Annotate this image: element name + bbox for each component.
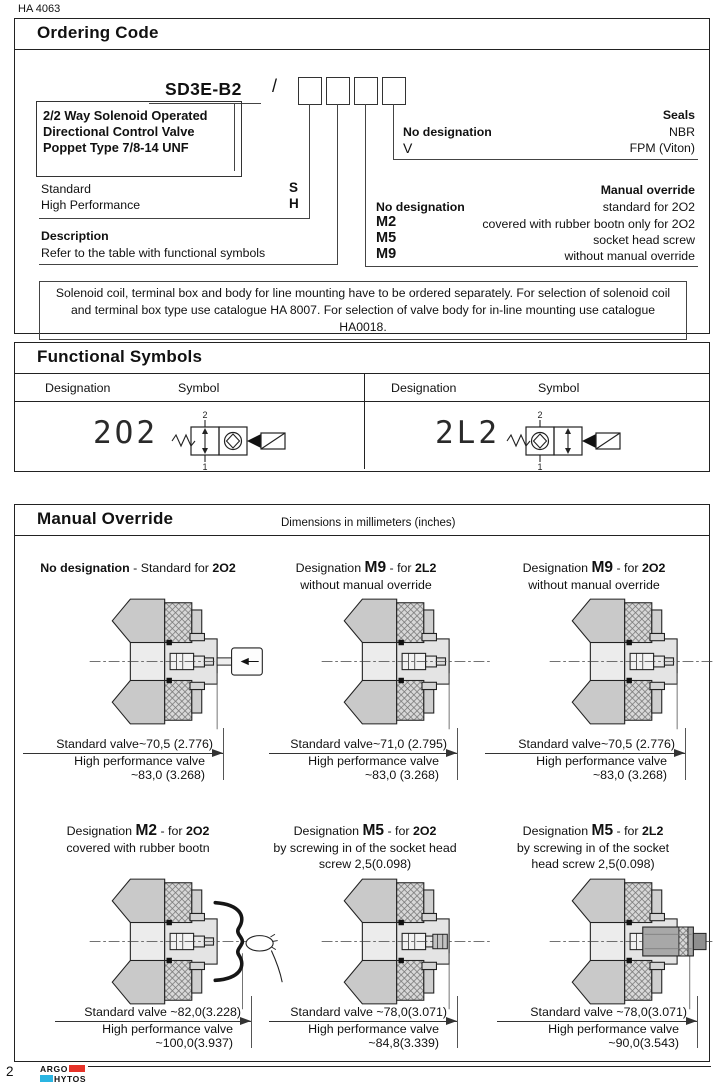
description-underline [39, 264, 338, 265]
panel2-dimensions [269, 737, 457, 782]
dim-hp-value: ~83,0 (3.268) [130, 768, 205, 782]
logo-cyan-block [40, 1075, 53, 1082]
panel3-caption [489, 560, 699, 593]
override-code-1: M2 [376, 214, 397, 230]
dim-hp-value: ~83,0 (3.268) [592, 768, 667, 782]
override-code-0: No designation [376, 200, 465, 214]
performance-code-high: H [289, 196, 299, 211]
order-note: Solenoid coil, terminal box and body for line mounting have to be ordered separately. For selection of solenoid coil and terminal box type use catalogue HA 8007. For selection of valve body for in-line mounting use catalogue HA0018. [39, 281, 687, 340]
dim-hp-label: High performance valve [548, 1022, 679, 1036]
performance-underline [39, 218, 310, 219]
dimension-arrow [23, 753, 223, 754]
valve-drawing-m5-2l2 [509, 871, 713, 1017]
panel4-caption-model: 2O2 [185, 824, 210, 838]
panel1-caption [23, 560, 253, 577]
header-divider [15, 401, 709, 402]
override-value-0: standard for 2O2 [602, 200, 695, 214]
panel5-dimensions [269, 1005, 457, 1050]
panel6-caption-model: 2L2 [642, 824, 664, 838]
performance-label-standard: Standard [41, 182, 91, 196]
panel5-caption-mid: - for [384, 824, 413, 838]
functional-symbols-title: Functional Symbols [37, 347, 203, 366]
dim-standard: Standard valve~71,0 (2.795) [290, 737, 447, 751]
override-title: Manual override [600, 183, 695, 197]
svg-text:1: 1 [537, 462, 543, 471]
dim-hp-value: ~83,0 (3.268) [364, 768, 439, 782]
logo-red-block [69, 1065, 85, 1072]
product-line-2: Directional Control Valve [43, 124, 195, 139]
seals-title: Seals [662, 108, 695, 122]
valve-drawing-m5-2o2 [281, 871, 516, 1017]
col-header-symbol-right: Symbol [538, 381, 580, 395]
override-value-3: without manual override [564, 249, 695, 263]
code-box-3 [354, 77, 378, 105]
footer-rule [88, 1066, 711, 1067]
title-divider [15, 373, 709, 374]
panel2-caption-mid: - for [386, 561, 415, 575]
panel2-caption [261, 560, 471, 593]
product-line-1: 2/2 Way Solenoid Operated [43, 108, 208, 123]
logo-argo-text: ARGO [40, 1064, 68, 1074]
dim-hp-label: High performance valve [308, 1022, 439, 1036]
dimension-arrow [269, 1021, 457, 1022]
panel5-caption-sub1: by screwing in of the socket head [273, 840, 457, 855]
panel4-caption [23, 823, 253, 856]
code-box-1 [298, 77, 322, 105]
panel6-caption-pre: Designation [522, 824, 592, 838]
col-header-symbol-left: Symbol [178, 381, 220, 395]
panel4-dimensions [55, 1005, 251, 1050]
ordering-code-title: Ordering Code [37, 23, 159, 42]
designation-2l2: 2L2 [435, 415, 500, 451]
argo-hytos-logo [40, 1064, 86, 1083]
performance-code-standard: S [289, 180, 299, 195]
panel4-caption-code: M2 [135, 822, 158, 839]
seals-code-v: V [403, 140, 413, 156]
seals-underline [393, 159, 698, 160]
panel1-caption-mid: - Standard for [129, 561, 213, 575]
page-number: 2 [6, 1064, 14, 1079]
svg-text:2: 2 [537, 410, 543, 420]
dimension-arrow [269, 753, 457, 754]
title-divider [15, 535, 709, 536]
dim-hp-label: High performance valve [308, 754, 439, 768]
panel6-caption-sub1: by screwing in of the socket [516, 840, 670, 855]
manual-override-title: Manual Override [37, 509, 174, 528]
dimension-arrow [485, 753, 685, 754]
dim-hp-value: ~90,0(3.543) [608, 1036, 679, 1050]
logo-hytos-text: HYTOS [54, 1074, 87, 1084]
col-header-designation-right: Designation [391, 381, 457, 395]
manual-override-section [14, 504, 710, 1062]
doc-number: HA 4063 [18, 3, 61, 15]
panel1-caption-model: 2O2 [212, 561, 236, 575]
dim-standard: Standard valve~70,5 (2.776) [518, 737, 675, 751]
dim-hp-value: ~100,0(3.937) [155, 1036, 233, 1050]
valve-drawing-m2-2o2 [49, 871, 284, 1017]
override-value-1: covered with rubber bootn only for 2O2 [482, 217, 695, 231]
ordering-code-section [14, 18, 710, 334]
panel4-caption-pre: Designation [66, 824, 136, 838]
panel6-caption-sub2: head screw 2,5(0.098) [531, 857, 655, 871]
panel5-caption-pre: Designation [293, 824, 363, 838]
code-box-2 [326, 77, 350, 105]
col-header-designation-left: Designation [45, 381, 111, 395]
model-code: SD3E-B2 [165, 79, 242, 99]
panel6-caption-code: M5 [591, 822, 614, 839]
column-divider [364, 373, 365, 469]
designation-2o2: 2O2 [93, 415, 158, 451]
panel5-caption-sub2: screw 2,5(0.098) [318, 857, 412, 871]
product-box [36, 101, 242, 177]
description-text: Refer to the table with functional symbols [41, 246, 266, 260]
title-divider [15, 49, 709, 50]
solenoid-arrow-icon [582, 434, 596, 448]
dim-standard: Standard valve ~78,0(3.071) [290, 1005, 447, 1019]
dim-standard: Standard valve ~78,0(3.071) [530, 1005, 687, 1019]
panel6-caption [483, 823, 703, 873]
valve-drawing-m9-2o2 [509, 591, 713, 737]
panel3-dimensions [485, 737, 685, 782]
performance-label-high: High Performance [41, 198, 141, 212]
functional-symbols-section [14, 342, 710, 472]
panel3-caption-code: M9 [591, 559, 614, 576]
panel2-caption-pre: Designation [295, 561, 365, 575]
code-box-4 [382, 77, 406, 105]
dimension-arrow [497, 1021, 697, 1022]
dim-hp-label: High performance valve [102, 1022, 233, 1036]
svg-text:1: 1 [202, 462, 208, 471]
dim-hp-label: High performance valve [536, 754, 667, 768]
product-line-3: Poppet Type 7/8-14 UNF [43, 140, 189, 155]
dim-standard: Standard valve~70,5 (2.776) [56, 737, 213, 751]
hydraulic-symbol-2o2 [158, 407, 298, 471]
connector-box2 [337, 104, 338, 264]
connector-box1 [309, 104, 310, 218]
dimension-arrow [55, 1021, 251, 1022]
valve-drawing-standard-2o2 [49, 591, 284, 737]
panel5-caption-code: M5 [362, 822, 385, 839]
panel2-caption-code: M9 [364, 559, 387, 576]
svg-text:2: 2 [202, 410, 208, 420]
override-value-2: socket head screw [593, 233, 695, 247]
solenoid-arrow-icon [247, 434, 261, 448]
panel5-caption [255, 823, 475, 873]
panel1-caption-lead: No designation [40, 561, 130, 575]
seals-value-fpm: FPM (Viton) [629, 141, 695, 155]
dim-hp-value: ~84,8(3.339) [368, 1036, 439, 1050]
override-underline [365, 266, 698, 267]
dim-standard: Standard valve ~82,0(3.228) [84, 1005, 241, 1019]
hydraulic-symbol-2l2 [493, 407, 633, 471]
valve-drawing-m9-2l2 [281, 591, 516, 737]
override-code-2: M5 [376, 230, 397, 246]
connector-box3 [365, 104, 366, 266]
panel2-caption-sub: without manual override [300, 577, 432, 592]
panel4-caption-sub: covered with rubber bootn [66, 840, 210, 855]
slash: / [272, 76, 278, 96]
dim-hp-label: High performance valve [74, 754, 205, 768]
seals-code-nodesig: No designation [403, 125, 492, 139]
panel4-caption-mid: - for [157, 824, 186, 838]
description-title: Description [41, 229, 109, 243]
panel5-caption-model: 2O2 [412, 824, 437, 838]
panel3-caption-sub: without manual override [528, 577, 660, 592]
panel2-caption-model: 2L2 [415, 561, 437, 575]
panel1-dimensions [23, 737, 223, 782]
panel3-caption-pre: Designation [522, 561, 592, 575]
override-code-3: M9 [376, 246, 397, 262]
seals-value-nbr: NBR [669, 125, 695, 139]
units-note: Dimensions in millimeters (inches) [281, 517, 456, 529]
panel3-caption-model: 2O2 [641, 561, 666, 575]
panel3-caption-mid: - for [613, 561, 642, 575]
connector-box4 [393, 104, 394, 159]
panel6-dimensions [497, 1005, 697, 1050]
panel6-caption-mid: - for [613, 824, 642, 838]
